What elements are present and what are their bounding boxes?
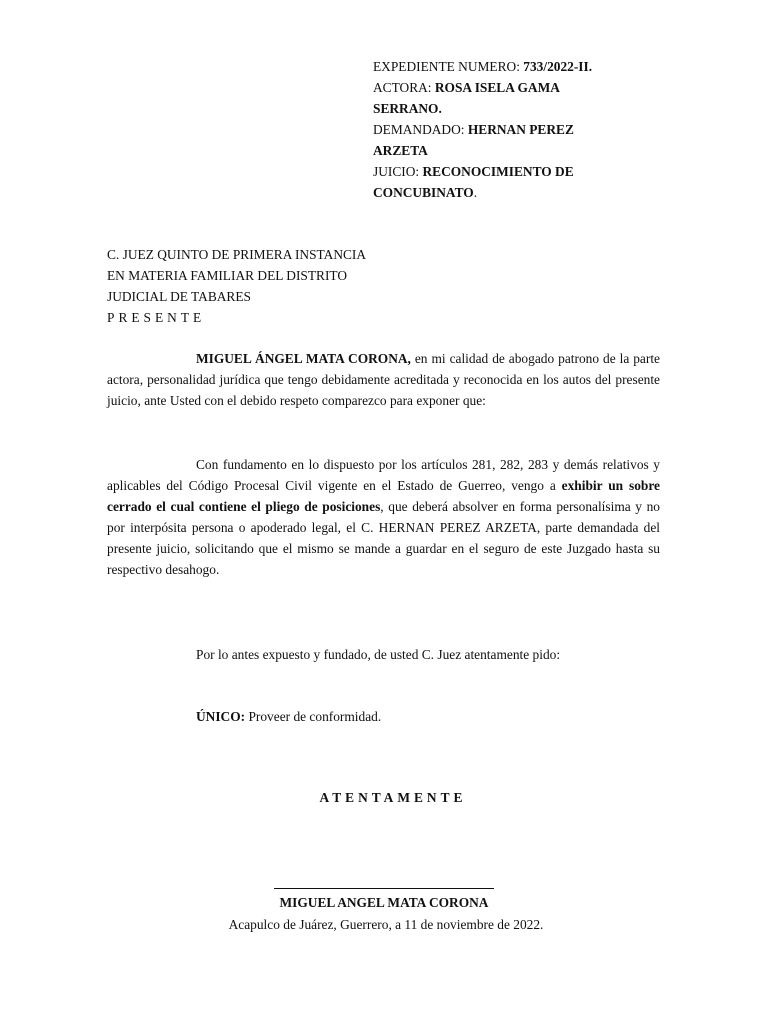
addressee-line-2: EN MATERIA FAMILIAR DEL DISTRITO [107, 268, 348, 283]
paragraph-petition: Por lo antes expuesto y fundado, de usted C. Juez atentamente pido: [196, 647, 561, 662]
actora-label: ACTORA: [373, 80, 435, 95]
actora-value-cont: SERRANO. [373, 101, 442, 116]
presente-line: PRESENTE [107, 310, 206, 325]
expediente-value: 733/2022-II. [523, 59, 593, 74]
unico-text: Proveer de conformidad. [245, 709, 382, 724]
juicio-end: . [473, 185, 478, 200]
request-bold-text: exhibir un sobre cerrado el cual contiene el pliego de posiciones [107, 478, 660, 514]
expediente-line [373, 56, 633, 77]
lawyer-name: MIGUEL ÁNGEL MATA CORONA, [196, 351, 411, 366]
expediente-label: EXPEDIENTE NUMERO: [373, 59, 524, 74]
addressee-line-1: C. JUEZ QUINTO DE PRIMERA INSTANCIA [107, 247, 367, 262]
demandado-value: HERNAN PEREZ [467, 122, 574, 137]
juicio-value: RECONOCIMIENTO DE [422, 164, 574, 179]
demandado-label: DEMANDADO: [373, 122, 468, 137]
signature-name: MIGUEL ANGEL MATA CORONA [279, 895, 489, 910]
unico-label: ÚNICO: [196, 709, 246, 724]
actora-line [373, 77, 633, 98]
demandado-line [373, 119, 633, 140]
signature-line [274, 888, 494, 889]
actora-value: ROSA ISELA GAMA [434, 80, 560, 95]
paragraph-unico [107, 706, 660, 727]
juicio-value-cont-line [373, 182, 633, 203]
case-caption [373, 56, 633, 203]
request-text-after: , que deberá absolver en forma personalísima y no por interpósita persona o apoderado legal, el C. HERNAN PEREZ ARZETA, parte demandada del presente juicio, solicitando que el mismo se mande a guardar en el seguro de este Juzgado hasta su respectivo desahogo. [107, 499, 660, 577]
paragraph-intro [107, 348, 660, 411]
closing-atentamente: ATENTAMENTE [319, 790, 467, 805]
addressee-line-3: JUDICIAL DE TABARES [107, 289, 251, 304]
demandado-value-cont: ARZETA [373, 143, 428, 158]
addressee-block [107, 244, 507, 328]
juicio-value-cont: CONCUBINATO [373, 185, 474, 200]
juicio-label: JUICIO: [373, 164, 423, 179]
intro-text: en mi calidad de abogado patrono de la parte actora, personalidad jurídica que tengo debidamente acreditada y reconocida en los autos del presente juicio, ante Usted con el debido respeto comparezco para exponer que: [107, 351, 660, 408]
signature-place-date: Acapulco de Juárez, Guerrero, a 11 de noviembre de 2022. [228, 917, 544, 932]
paragraph-request [107, 454, 660, 580]
juicio-line [373, 161, 633, 182]
request-text-before: Con fundamento en lo dispuesto por los artículos 281, 282, 283 y demás relativos y aplicables del Código Procesal Civil vigente en el Estado de Guerreo, vengo a [107, 457, 660, 493]
